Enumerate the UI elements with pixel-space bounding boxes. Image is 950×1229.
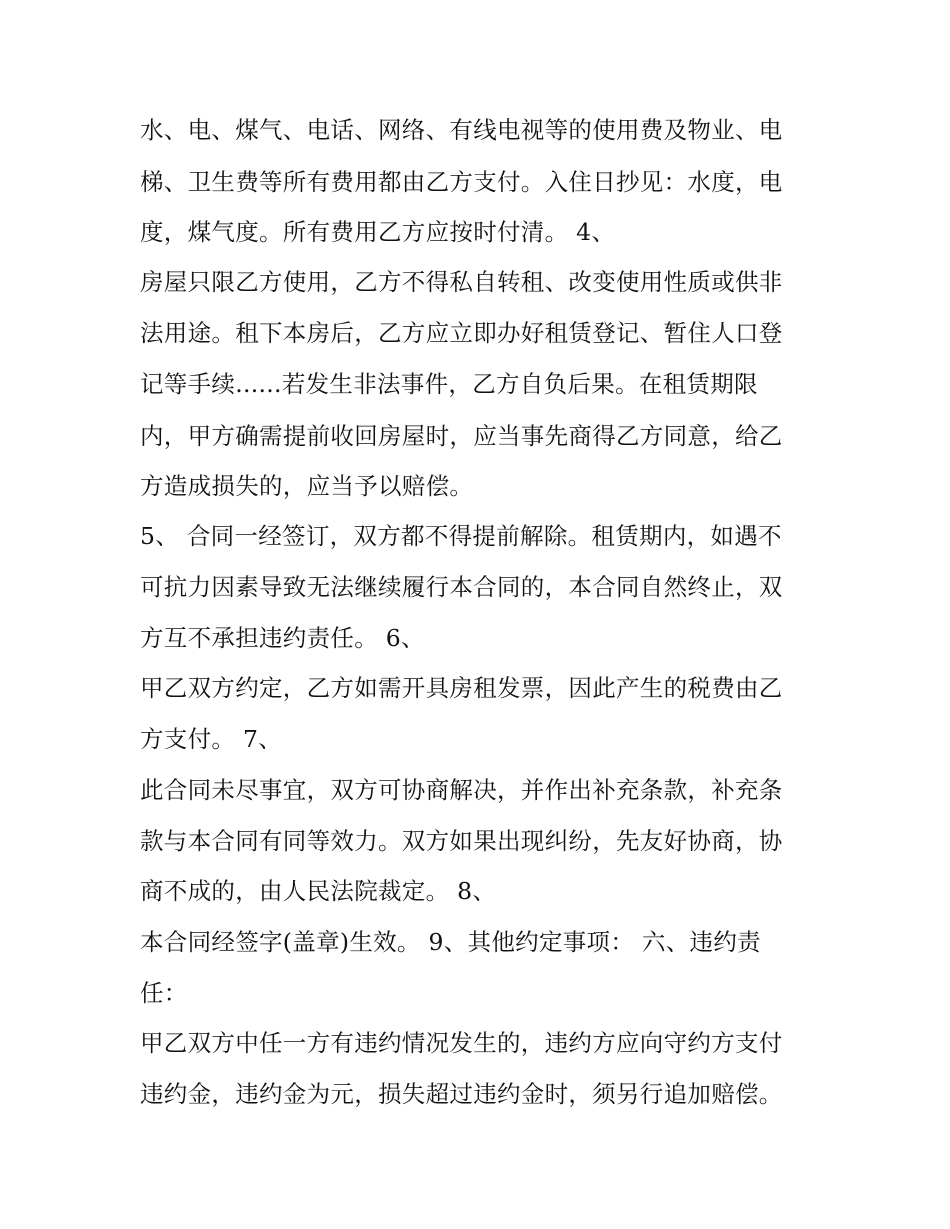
- text-line: 方造成损失的，应当予以赔偿。: [140, 472, 474, 500]
- text-line: 商不成的，由人民法院裁定。 8、: [140, 877, 497, 905]
- text-line: 任：: [140, 979, 188, 1007]
- text-line: 方支付。 7、: [140, 725, 283, 753]
- text-line: 方互不承担违约责任。 6、: [140, 624, 425, 652]
- text-line: 记等手续......若发生非法事件，乙方自负后果。在租赁期限: [140, 370, 758, 398]
- text-line: 本合同经签字(盖章)生效。 9、其他约定事项： 六、违约责: [140, 928, 761, 956]
- text-line: 梯、卫生费等所有费用都由乙方支付。入住日抄见：水度，电: [140, 168, 783, 196]
- text-line: 房屋只限乙方使用，乙方不得私自转租、改变使用性质或供非: [140, 268, 783, 296]
- text-line: 5、 合同一经签订，双方都不得提前解除。租赁期内，如遇不: [140, 522, 782, 550]
- text-line: 法用途。租下本房后，乙方应立即办好租赁登记、暂住人口登: [140, 319, 783, 347]
- text-line: 违约金，违约金为元，损失超过违约金时，须另行追加赔偿。: [140, 1080, 783, 1108]
- text-line: 此合同未尽事宜，双方可协商解决，并作出补充条款，补充条: [140, 776, 783, 804]
- text-line: 甲乙双方中任一方有违约情况发生的，违约方应向守约方支付: [140, 1029, 783, 1057]
- text-line: 可抗力因素导致无法继续履行本合同的，本合同自然终止，双: [140, 573, 783, 601]
- text-line: 度，煤气度。所有费用乙方应按时付清。 4、: [140, 218, 616, 246]
- text-line: 内，甲方确需提前收回房屋时，应当事先商得乙方同意，给乙: [140, 422, 783, 450]
- text-line: 款与本合同有同等效力。双方如果出现纠纷，先友好协商，协: [140, 827, 783, 855]
- text-line: 水、电、煤气、电话、网络、有线电视等的使用费及物业、电: [140, 116, 783, 144]
- text-line: 甲乙双方约定，乙方如需开具房租发票，因此产生的税费由乙: [140, 674, 783, 702]
